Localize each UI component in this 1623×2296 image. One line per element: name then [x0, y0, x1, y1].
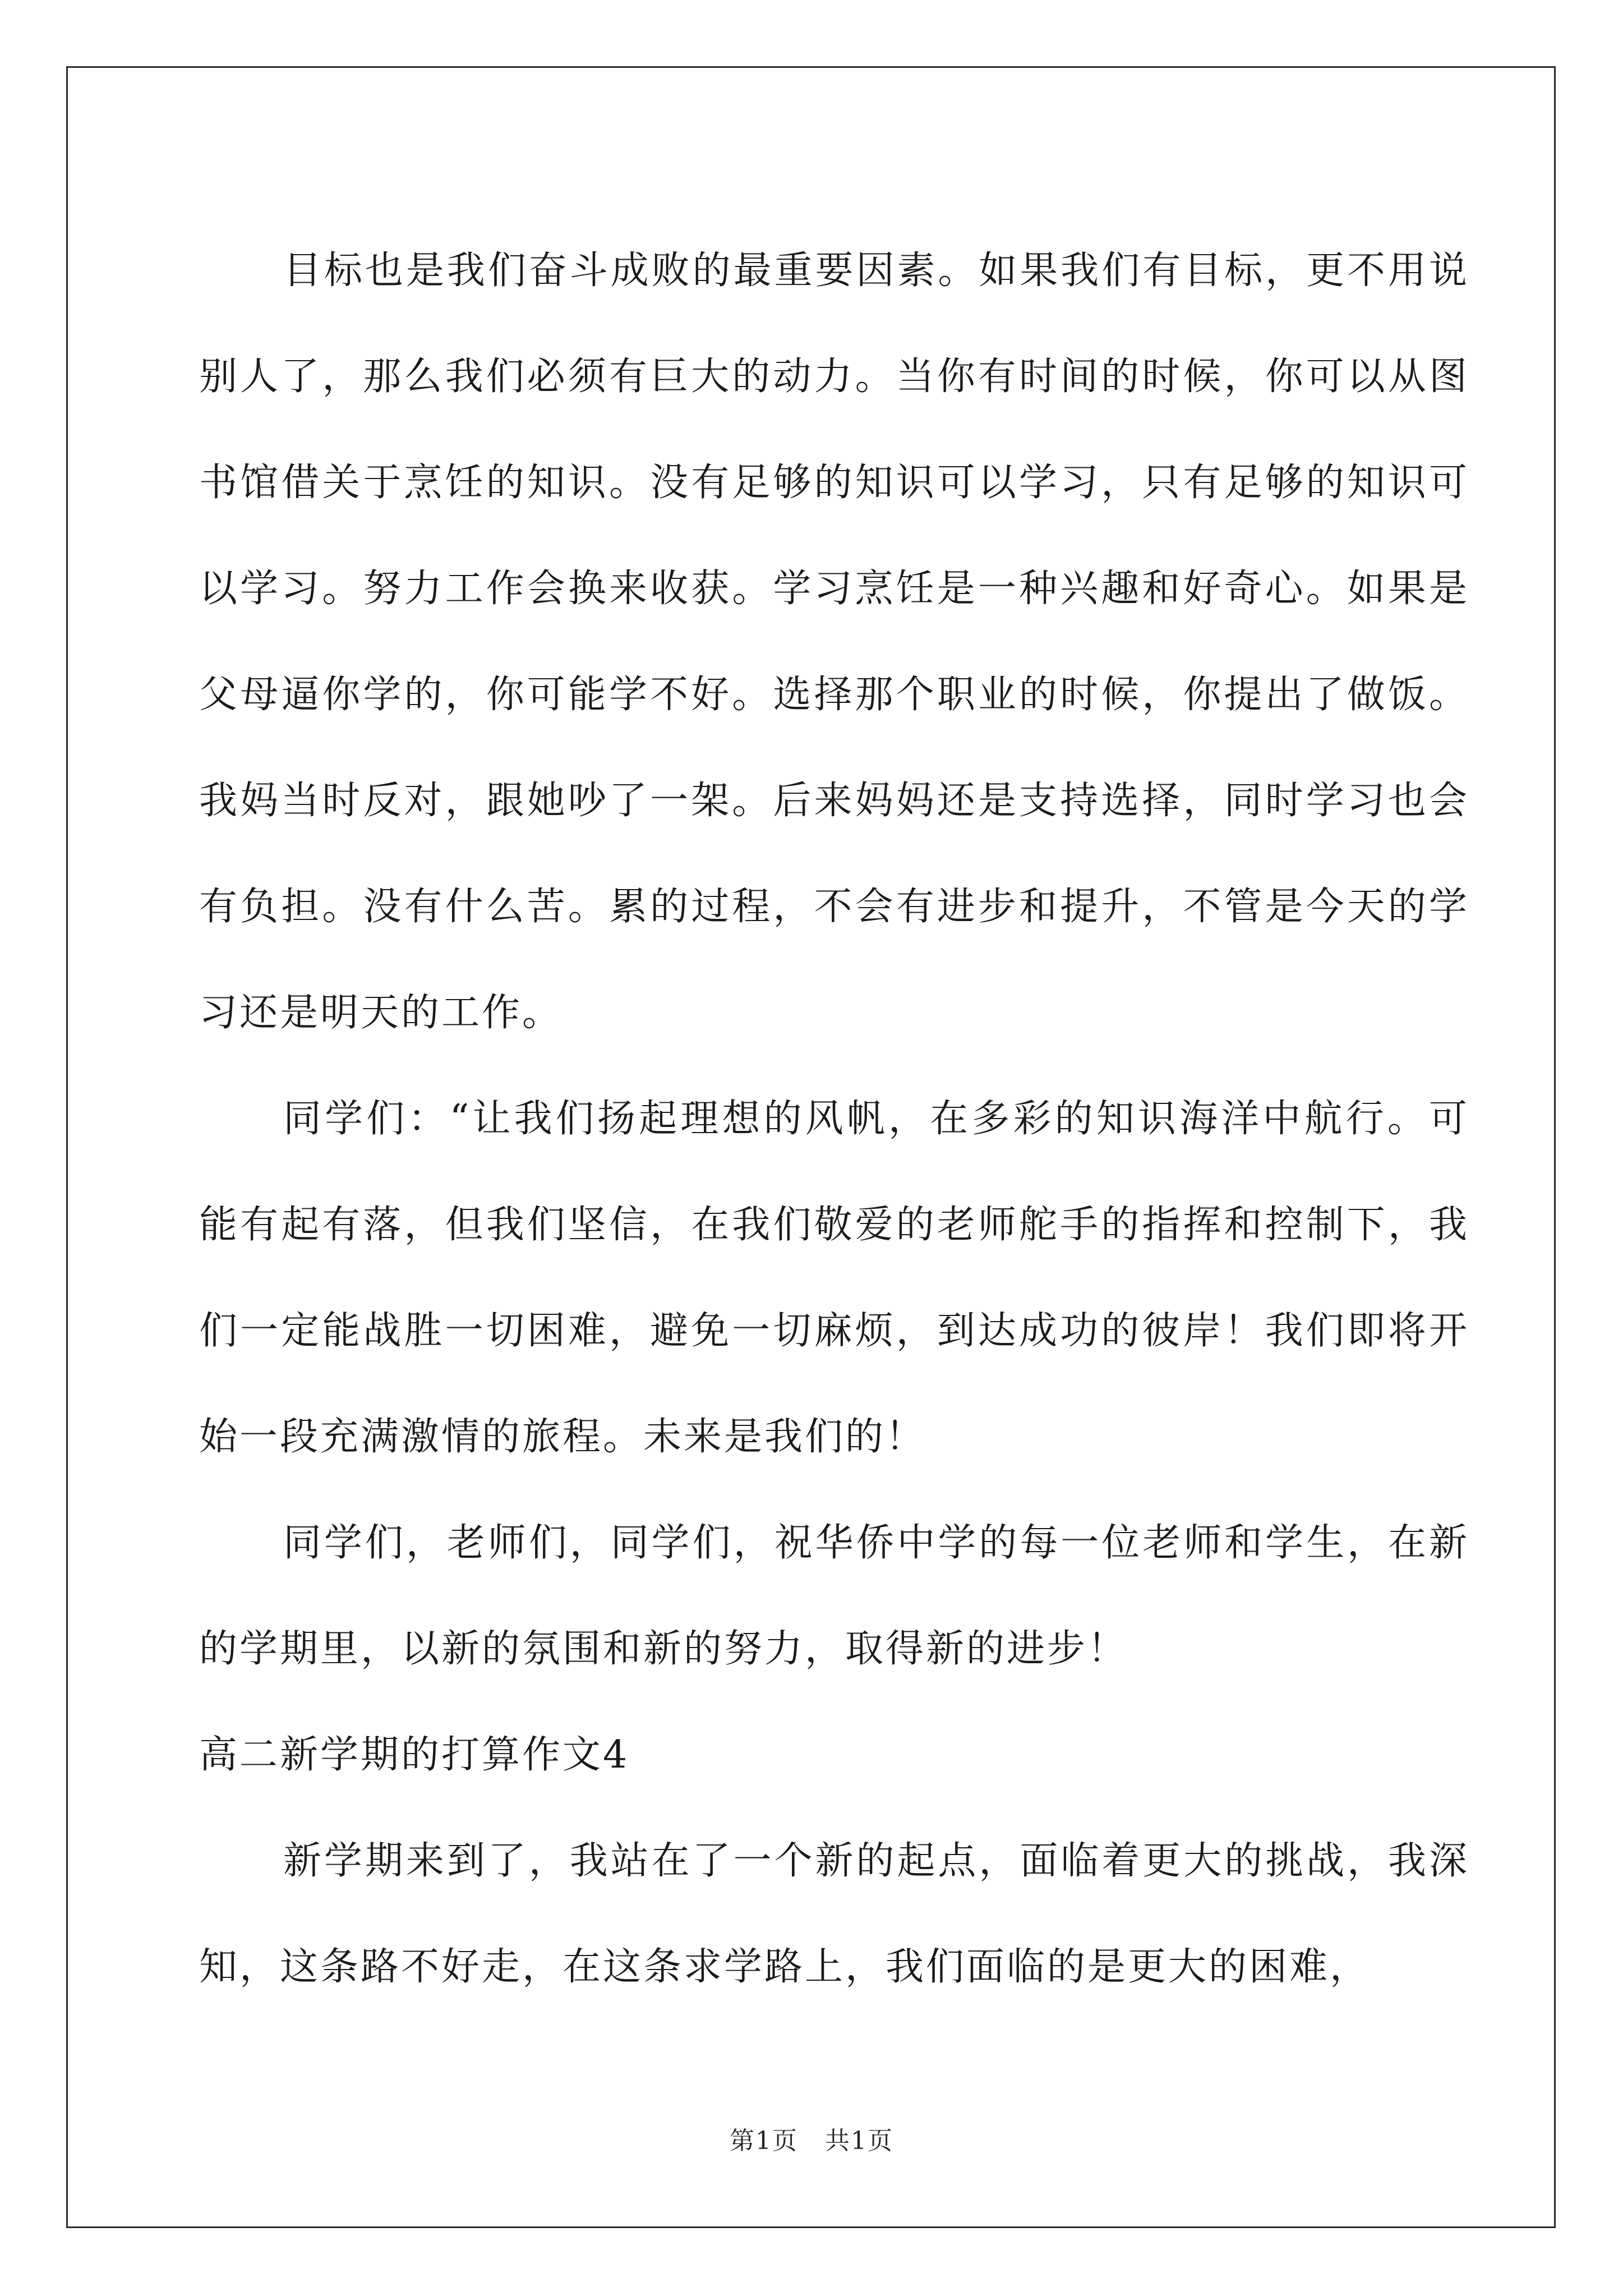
paragraph-3: 同学们，老师们，同学们，祝华侨中学的每一位老师和学生，在新的学期里，以新的氛围和新的努力，取得新的进步！: [199, 1521, 1469, 1671]
section-heading: 高二新学期的打算作文4: [199, 1733, 630, 1777]
page-number-total: 共1页: [825, 2127, 893, 2155]
paragraph-2: 同学们：“让我们扬起理想的风帆，在多彩的知识海洋中航行。可能有起有落，但我们坚信，在我们敬爱的老师舵手的指挥和控制下，我们一定能战胜一切困难，避免一切麻烦，到达成功的彼岸！我们即将开始一段充满激情的旅程。未来是我们的！: [199, 1097, 1469, 1459]
document-body: [199, 218, 1469, 2020]
section-paragraph: 新学期来到了，我站在了一个新的起点，面临着更大的挑战，我深知，这条路不好走，在这条求学路上，我们面临的是更大的困难，: [199, 1839, 1469, 1989]
page-footer: [0, 2120, 1623, 2156]
page-number-current: 第1页: [730, 2127, 798, 2155]
paragraph-1: 目标也是我们奋斗成败的最重要因素。如果我们有目标，更不用说别人了，那么我们必须有巨大的动力。当你有时间的时候，你可以从图书馆借关于烹饪的知识。没有足够的知识可以学习，只有足够的知识可以学习。努力工作会换来收获。学习烹饪是一种兴趣和好奇心。如果是父母逼你学的，你可能学不好。选择那个职业的时候，你提出了做饭。我妈当时反对，跟她吵了一架。后来妈妈还是支持选择，同时学习也会有负担。没有什么苦。累的过程，不会有进步和提升，不管是今天的学习还是明天的工作。: [199, 249, 1469, 1035]
